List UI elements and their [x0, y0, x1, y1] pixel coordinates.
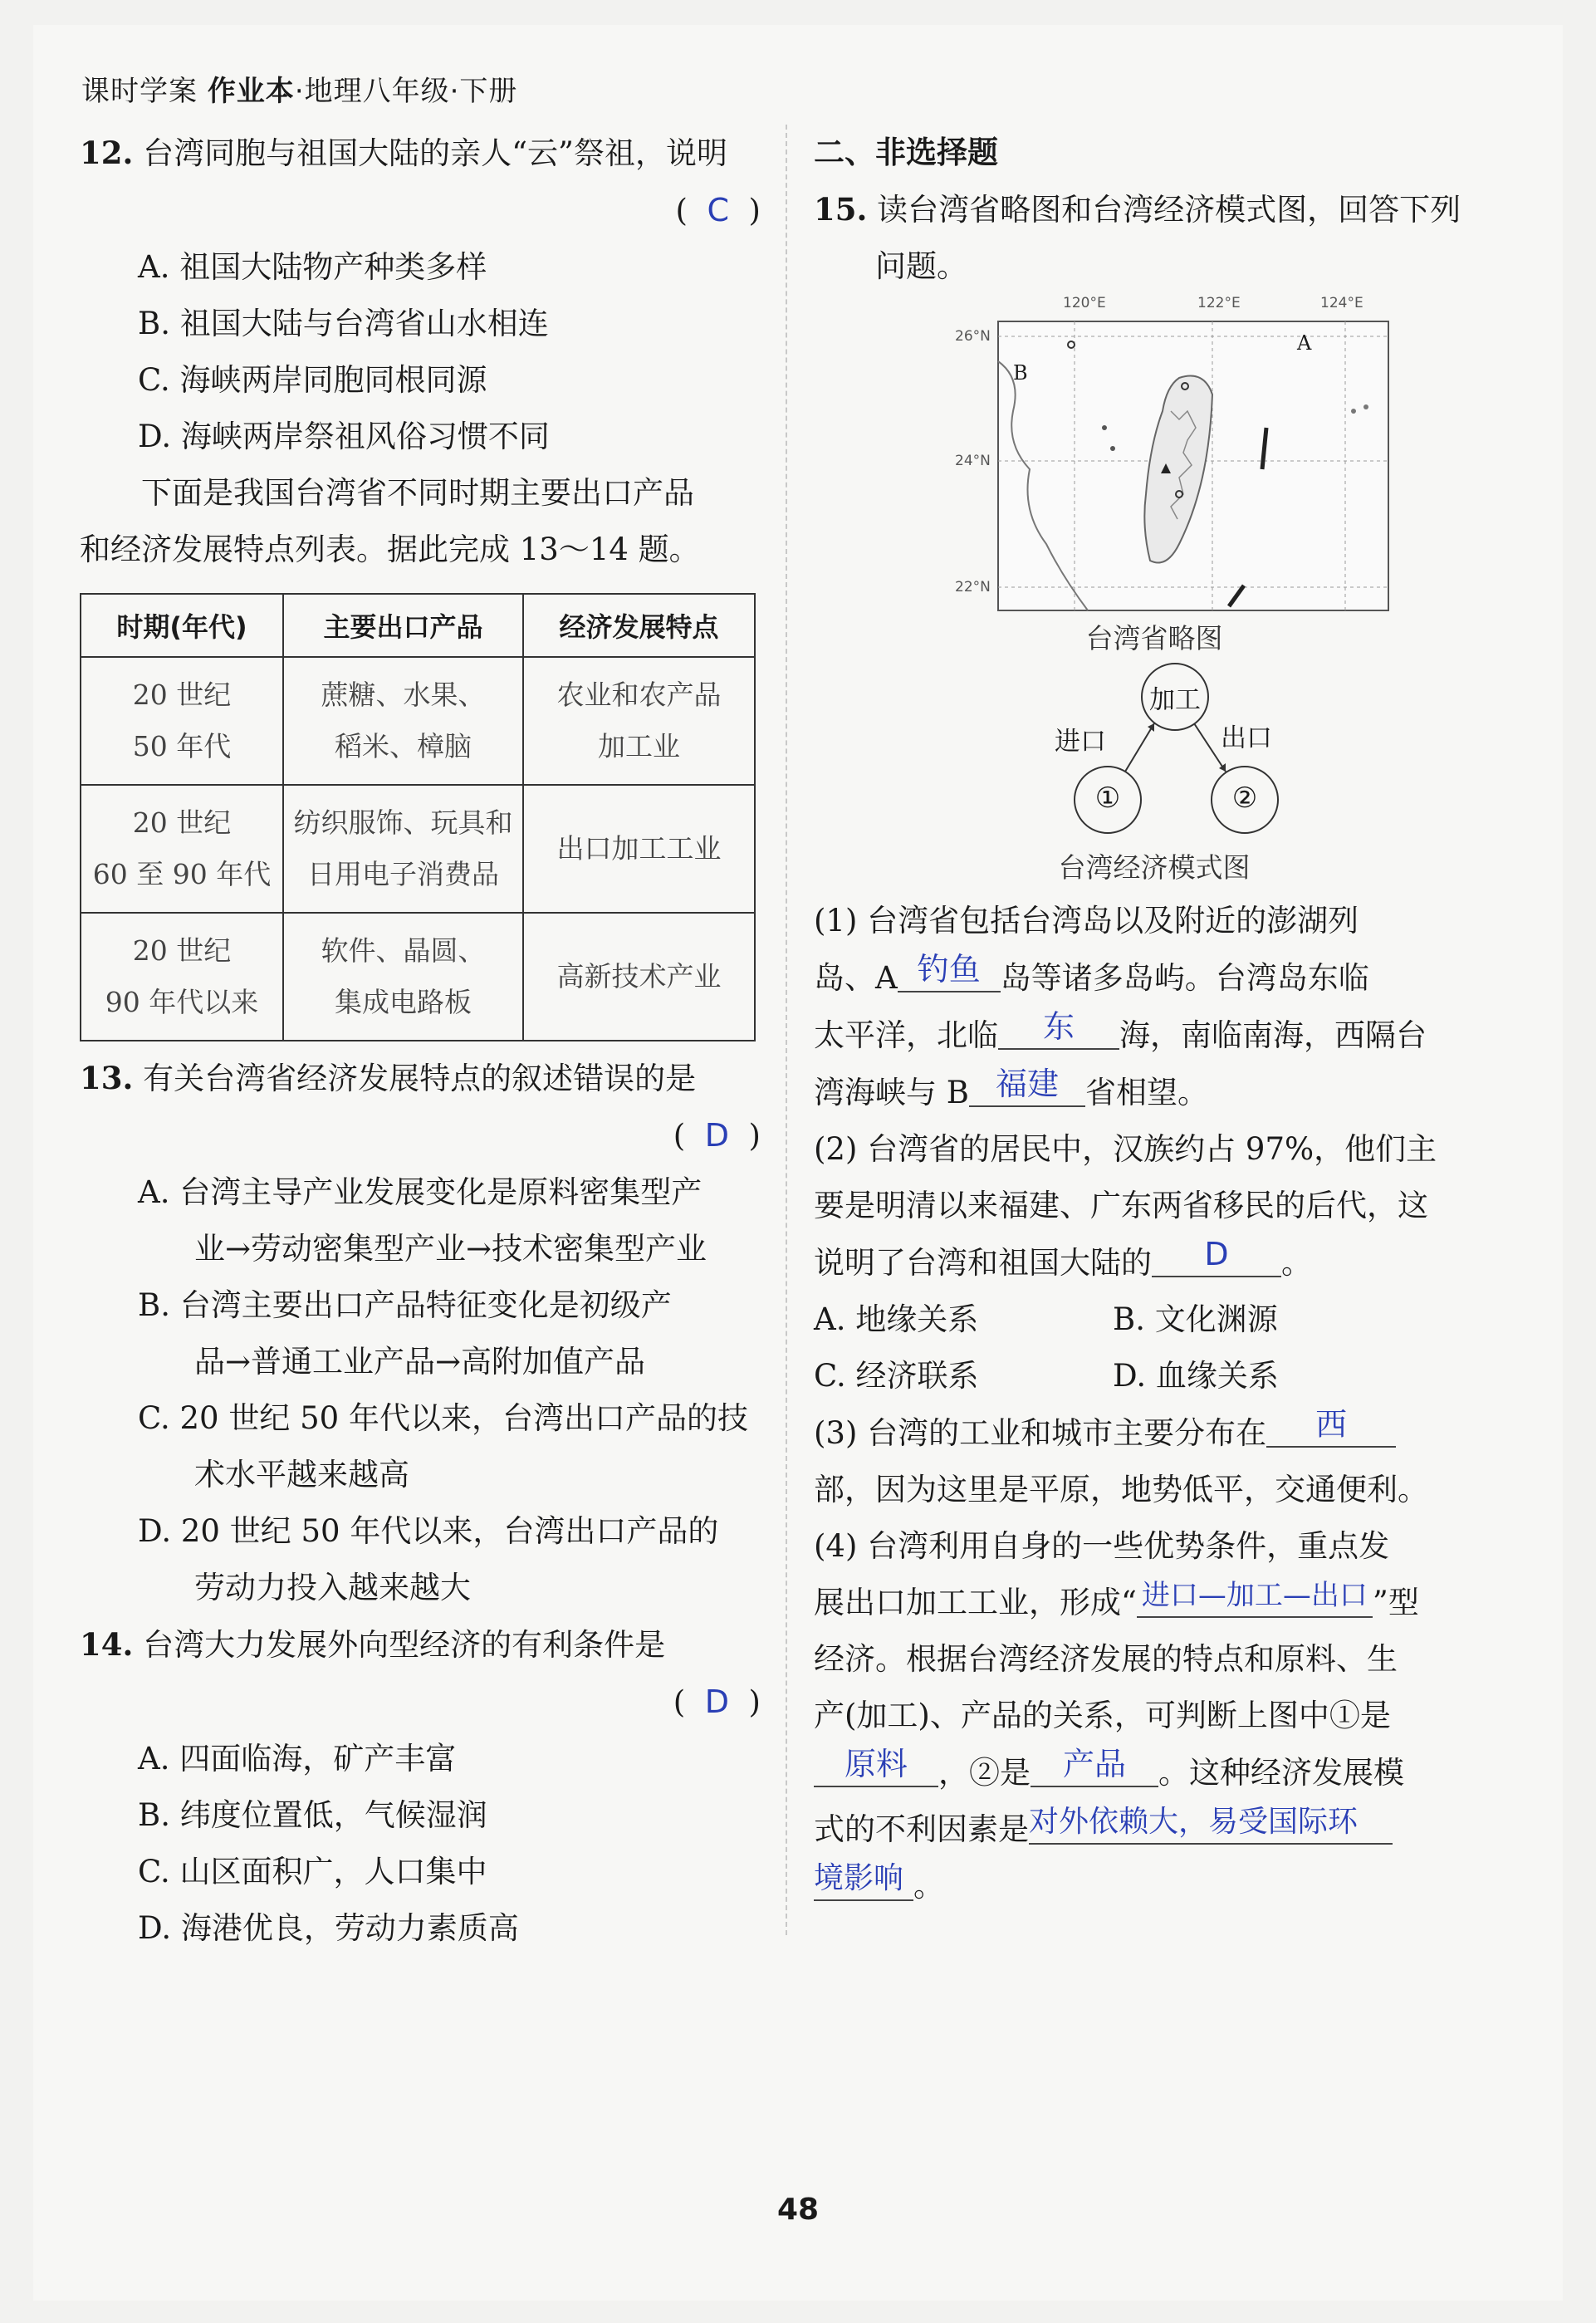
handwritten-answer: C [707, 192, 730, 228]
table-header-cell: 主要出口产品 [283, 594, 523, 657]
table-cell: 20 世纪 90 年代以来 [81, 913, 283, 1041]
handwritten-answer: 境影响 [814, 1861, 904, 1895]
text-segment: 。这种经济发展模 [1158, 1755, 1404, 1791]
table-row [81, 785, 755, 913]
table-cell: 纺织服饰、玩具和 日用电子消费品 [283, 785, 523, 913]
text-line: 经济。根据台湾经济发展的特点和原料、生 [814, 1641, 1398, 1677]
option-d: D. 海峡两岸祭祖风俗习惯不同 [138, 419, 550, 454]
lon-label: 122°E [1197, 295, 1241, 311]
blank-9[interactable] [1029, 1801, 1393, 1845]
table-intro-line-1: 下面是我国台湾省不同时期主要出口产品 [141, 475, 694, 511]
handwritten-answer: 钓鱼 [917, 951, 981, 988]
taiwan-map [814, 295, 1495, 660]
text-segment: 式的不利因素是 [814, 1811, 1029, 1847]
table-cell: 蔗糖、水果、 稻米、樟脑 [283, 657, 523, 785]
table-row [81, 657, 755, 785]
economic-model-figure [814, 660, 1495, 885]
handwritten-answer: D [704, 1117, 730, 1154]
text-segment: 湾海峡与 B [814, 1075, 969, 1110]
subquestion-1 [814, 893, 1495, 1121]
handwritten-answer: 西 [1315, 1406, 1348, 1443]
question-number: 15. [814, 191, 868, 228]
text-line: 产(加工)、产品的关系，可判断上图中①是 [814, 1698, 1391, 1733]
text-segment: ”型 [1372, 1585, 1419, 1620]
table-header-cell: 经济发展特点 [523, 594, 755, 657]
blank-8[interactable] [1031, 1744, 1158, 1787]
blank-7[interactable] [814, 1744, 938, 1787]
column-divider [786, 125, 787, 1935]
text-segment: 海，南临南海，西隔台 [1119, 1017, 1427, 1053]
page-number: 48 [776, 2193, 820, 2227]
handwritten-answer: 东 [1042, 1008, 1075, 1045]
option-a: A. 四面临海，矿产丰富 [138, 1741, 457, 1777]
blank-5[interactable] [1266, 1404, 1396, 1448]
option-b: B. 祖国大陆与台湾省山水相连 [138, 306, 549, 341]
table-header-row [81, 594, 755, 657]
right-column [814, 125, 1495, 1914]
lat-label: 22°N [955, 579, 991, 595]
handwritten-answer: D [704, 1683, 730, 1720]
table-cell: 出口加工工业 [523, 785, 755, 913]
option-c: C. 经济联系 [814, 1358, 979, 1394]
text-line: 部，因为这里是平原，地势低平，交通便利。 [814, 1472, 1428, 1507]
answer-bracket: ( C ) [675, 192, 761, 228]
map-label-a: A [1297, 331, 1312, 355]
model-center-process: 加工 [1149, 685, 1201, 715]
model-node-1: ① [1094, 782, 1121, 815]
blank-3[interactable] [969, 1064, 1085, 1107]
option-c: C. 20 世纪 50 年代以来，台湾出口产品的技 [138, 1400, 748, 1436]
question-number: 13. [80, 1060, 134, 1096]
option-d: D. 20 世纪 50 年代以来，台湾出口产品的 [138, 1513, 719, 1549]
question-stem: 台湾大力发展外向型经济的有利条件是 [143, 1627, 666, 1663]
header-series: 课时学案 [81, 75, 208, 108]
blank-4[interactable] [1152, 1234, 1281, 1277]
lon-label: 120°E [1063, 295, 1106, 311]
text-segment: 展出口加工工业，形成“ [814, 1585, 1137, 1620]
model-export-label: 出口 [1221, 723, 1272, 753]
text-line: 要是明清以来福建、广东两省移民的后代，这 [814, 1188, 1428, 1223]
model-node-2: ② [1231, 782, 1258, 815]
blank-6[interactable] [1137, 1575, 1373, 1618]
handwritten-answer: 产品 [1062, 1746, 1126, 1782]
handwritten-answer: 原料 [844, 1746, 908, 1782]
handwritten-answer: 对外依赖大，易受国际环 [1029, 1805, 1359, 1839]
lat-label: 26°N [955, 328, 991, 345]
table-cell: 农业和农产品 加工业 [523, 657, 755, 785]
text-segment: (3) 台湾的工业和城市主要分布在 [814, 1415, 1267, 1451]
table-row [81, 913, 755, 1041]
subquestion-3 [814, 1404, 1495, 1518]
table-cell: 软件、晶圆、 集成电路板 [283, 913, 523, 1041]
option-b: B. 台湾主要出口产品特征变化是初级产 [138, 1287, 672, 1323]
question-number: 14. [80, 1626, 134, 1663]
handwritten-answer: 福建 [995, 1066, 1059, 1102]
taiwan-map-figure [814, 295, 1495, 660]
blank-9-cont[interactable] [814, 1858, 913, 1901]
option-a: A. 祖国大陆物产种类多样 [138, 249, 487, 285]
map-label-b: B [1013, 361, 1028, 385]
subquestion-4 [814, 1518, 1495, 1914]
text-line: (2) 台湾省的居民中，汉族约占 97%，他们主 [814, 1131, 1437, 1167]
text-segment: 岛等诸多岛屿。台湾岛东临 [1000, 960, 1369, 996]
table-header-cell: 时期(年代) [81, 594, 283, 657]
option-c: C. 海峡两岸同胞同根同源 [138, 362, 487, 398]
answer-bracket: ( D ) [673, 1117, 761, 1154]
blank-2[interactable] [998, 1007, 1119, 1050]
question-stem: 台湾同胞与祖国大陆的亲人“云”祭祖，说明 [143, 135, 727, 171]
handwritten-answer: 进口—加工—出口 [1141, 1579, 1368, 1612]
option-b: B. 纬度位置低，气候湿润 [138, 1797, 487, 1833]
question-12 [80, 125, 761, 465]
text-segment: ，②是 [938, 1755, 1031, 1791]
handwritten-answer: D [1204, 1236, 1229, 1272]
option-a-cont: 业→劳动密集型产业→技术密集型产业 [194, 1231, 707, 1267]
export-table [80, 593, 756, 1041]
answer-bracket: ( D ) [673, 1683, 761, 1720]
model-import-label: 进口 [1055, 727, 1106, 757]
text-segment: 。 [913, 1868, 944, 1904]
question-13 [80, 1050, 761, 1616]
subquestion-2 [814, 1121, 1495, 1404]
option-c-cont: 术水平越来越高 [194, 1457, 409, 1492]
question-14 [80, 1616, 761, 1957]
option-d: D. 海港优良，劳动力素质高 [138, 1910, 519, 1946]
table-cell: 20 世纪 50 年代 [81, 657, 283, 785]
option-d: D. 血缘关系 [1113, 1358, 1279, 1394]
option-a: A. 台湾主导产业发展变化是原料密集型产 [138, 1174, 703, 1210]
option-a: A. 地缘关系 [814, 1301, 979, 1337]
text-segment: 省相望。 [1084, 1075, 1208, 1110]
question-stem-cont: 问题。 [875, 248, 967, 284]
text-line: (4) 台湾利用自身的一些优势条件，重点发 [814, 1528, 1390, 1564]
option-b-cont: 品→普通工业产品→高附加值产品 [194, 1344, 646, 1380]
question-stem: 读台湾省略图和台湾经济模式图，回答下列 [877, 192, 1461, 228]
table-cell: 20 世纪 60 至 90 年代 [81, 785, 283, 913]
map-caption: 台湾省略图 [1085, 622, 1223, 654]
header-subject: ·地理八年级·下册 [294, 75, 518, 108]
page-header [81, 68, 517, 109]
option-c: C. 山区面积广，人口集中 [138, 1854, 487, 1889]
section-title: 二、非选择题 [814, 135, 998, 170]
question-number: 12. [80, 135, 134, 171]
lon-label: 124°E [1320, 295, 1363, 311]
text-segment: 。 [1281, 1245, 1312, 1281]
text-segment: 说明了台湾和祖国大陆的 [814, 1245, 1152, 1281]
question-stem: 有关台湾省经济发展特点的叙述错误的是 [143, 1061, 697, 1096]
table-cell: 高新技术产业 [523, 913, 755, 1041]
text-segment: 太平洋，北临 [814, 1017, 998, 1053]
header-book-type: 作业本 [207, 75, 295, 108]
text-segment: 岛、A [814, 960, 898, 996]
left-column [80, 125, 761, 1957]
lat-label: 24°N [955, 453, 991, 469]
option-d-cont: 劳动力投入越来越大 [194, 1570, 471, 1605]
text-line: (1) 台湾省包括台湾岛以及附近的澎湖列 [814, 903, 1359, 939]
model-caption: 台湾经济模式图 [1058, 851, 1251, 884]
option-b: B. 文化渊源 [1113, 1301, 1278, 1337]
blank-1[interactable] [898, 949, 1001, 992]
table-intro-line-2: 和经济发展特点列表。据此完成 13～14 题。 [80, 532, 700, 567]
